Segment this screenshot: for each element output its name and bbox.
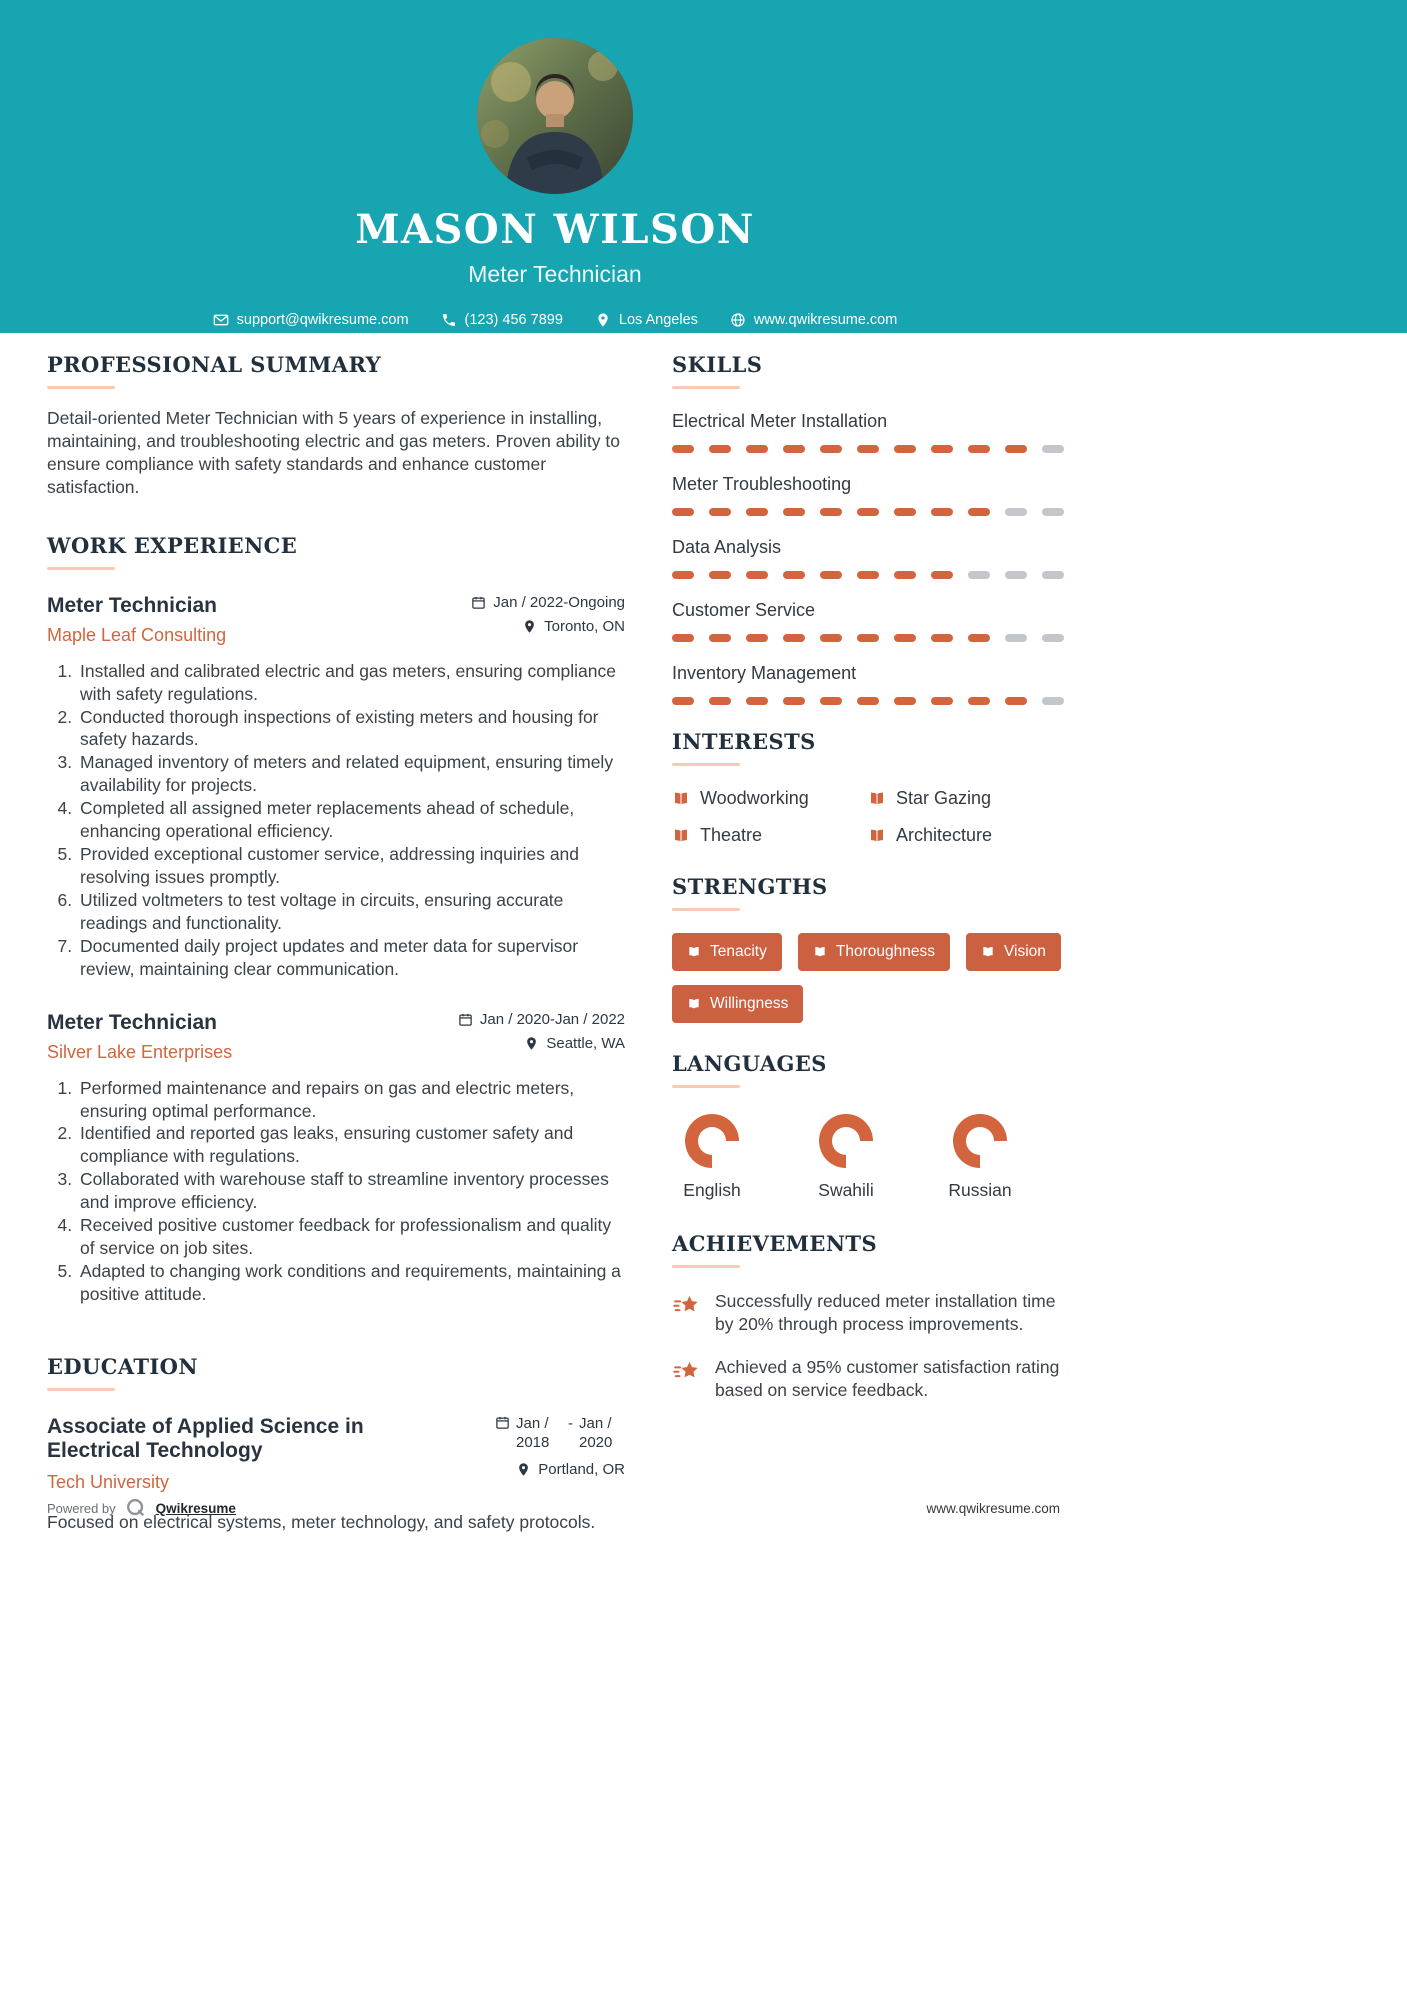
skills-heading: SKILLS [672, 352, 1064, 389]
language-item [940, 1114, 1020, 1201]
skill-name: Customer Service [672, 600, 816, 620]
education-description: Focused on electrical systems, meter technology, and safety protocols. [47, 1511, 596, 1532]
skill-level-segment [857, 508, 879, 516]
school-name: Tech University [47, 1471, 170, 1492]
skill-level-segment [1042, 697, 1064, 705]
skill-level-segment [857, 634, 879, 642]
skill-level-segment [1042, 634, 1064, 642]
skill-level-segment [709, 445, 731, 453]
skill-level-segment [709, 697, 731, 705]
skill-level-segment [746, 508, 768, 516]
contact-website-text: www.qwikresume.com [753, 312, 898, 328]
skill-level-segment [820, 445, 842, 453]
footer-brand-block [47, 1497, 236, 1519]
skill-level-segment [1042, 571, 1064, 579]
skill-item [672, 663, 1064, 705]
job-bullet: 4. Completed all assigned meter replacements ahead of schedule, enhancing operational efficiency. [77, 797, 625, 843]
interests-section [672, 729, 1064, 846]
education-dates-separator: - [568, 1414, 573, 1432]
job-dates [471, 594, 625, 611]
degree-name: Associate of Applied Science in Electrical Technology [47, 1414, 364, 1463]
skill-level-segment [857, 697, 879, 705]
skill-level-segment [672, 445, 694, 453]
job-bullet: 3. Collaborated with warehouse staff to streamline inventory processes and improve efficiency. [77, 1168, 625, 1214]
interest-item [672, 788, 868, 809]
book-icon [981, 945, 995, 959]
skill-level-segment [1005, 445, 1027, 453]
job-entry [47, 594, 625, 981]
book-icon [672, 790, 690, 808]
job-meta-block [471, 594, 625, 642]
job-bullet: 5. Provided exceptional customer service, addressing inquiries and resolving issues promptly. [77, 843, 625, 889]
skill-level-bar [672, 508, 1064, 516]
job-location-text: Toronto, ON [544, 617, 625, 635]
book-icon [687, 997, 701, 1011]
job-company: Maple Leaf Consulting [47, 624, 227, 645]
interest-item [672, 825, 868, 846]
profile-photo [477, 38, 633, 194]
job-header [47, 594, 625, 646]
skill-level-segment [709, 508, 731, 516]
powered-by-label: Powered by [47, 1500, 116, 1516]
skill-level-segment [783, 508, 805, 516]
strength-chip [798, 933, 950, 971]
skill-level-segment [820, 571, 842, 579]
skill-level-segment [894, 571, 916, 579]
star-badge-icon [672, 1358, 702, 1388]
email-icon [213, 312, 229, 328]
pin-icon [524, 1036, 539, 1051]
book-icon [868, 790, 886, 808]
skill-level-segment [672, 634, 694, 642]
skill-level-segment [968, 571, 990, 579]
education-title-block [47, 1415, 447, 1493]
right-column [672, 352, 1064, 1422]
calendar-icon [495, 1415, 510, 1430]
skill-name: Data Analysis [672, 537, 782, 557]
skill-level-bar [672, 571, 1064, 579]
education-dates-start: Jan / 2018 [516, 1414, 550, 1451]
qwikresume-logo-icon [125, 1497, 147, 1519]
strengths-chips [672, 933, 1064, 1023]
skill-level-segment [709, 634, 731, 642]
skill-name: Meter Troubleshooting [672, 474, 852, 494]
achievement-item [672, 1290, 1064, 1336]
skill-level-segment [1042, 508, 1064, 516]
strength-chip [672, 985, 803, 1023]
book-icon [687, 945, 701, 959]
achievement-text: Successfully reduced meter installation time by 20% through process improvements. [715, 1291, 1056, 1334]
job-title-block [47, 594, 226, 646]
strengths-heading: STRENGTHS [672, 874, 1064, 911]
interest-label: Star Gazing [896, 788, 992, 808]
skill-level-segment [968, 697, 990, 705]
star-badge-icon [672, 1292, 702, 1322]
skill-level-segment [672, 697, 694, 705]
language-item [806, 1114, 886, 1201]
summary-heading: PROFESSIONAL SUMMARY [47, 352, 625, 389]
job-bullet: 4. Received positive customer feedback for professionalism and quality of service on job sites. [77, 1214, 625, 1260]
skill-level-segment [1005, 508, 1027, 516]
skill-level-segment [968, 508, 990, 516]
strength-label: Thoroughness [835, 943, 935, 960]
skill-level-segment [894, 445, 916, 453]
skill-level-segment [783, 571, 805, 579]
interests-grid [672, 788, 1064, 846]
skill-level-segment [783, 697, 805, 705]
interest-item [868, 788, 1064, 809]
skill-level-bar [672, 697, 1064, 705]
interest-label: Theatre [700, 825, 763, 845]
skill-level-segment [820, 634, 842, 642]
job-bullet: 1. Installed and calibrated electric and gas meters, ensuring compliance with safety regulations. [77, 660, 625, 706]
achievements-section [672, 1231, 1064, 1402]
work-section [47, 533, 625, 1306]
strength-chip [672, 933, 782, 971]
contact-phone-text: (123) 456 7899 [464, 312, 563, 328]
header-content [0, 0, 1110, 328]
footer [47, 1497, 1060, 1519]
skill-item [672, 474, 1064, 516]
language-level-gauge [953, 1114, 1007, 1168]
strength-label: Willingness [710, 995, 789, 1012]
skill-level-segment [1042, 445, 1064, 453]
skill-item [672, 537, 1064, 579]
calendar-icon [471, 595, 486, 610]
skills-section [672, 352, 1064, 705]
education-meta-block [495, 1415, 625, 1486]
job-location [471, 618, 625, 635]
job-dates-text: Jan / 2022-Ongoing [493, 593, 625, 611]
location-icon [595, 312, 611, 328]
skill-level-segment [1005, 634, 1027, 642]
book-icon [868, 827, 886, 845]
candidate-name: MASON WILSON [355, 206, 755, 253]
contact-row [0, 312, 1110, 328]
job-location-text: Seattle, WA [546, 1034, 625, 1052]
summary-section [47, 352, 625, 499]
language-name: Russian [948, 1180, 1012, 1200]
pin-icon [522, 619, 537, 634]
skill-level-segment [894, 634, 916, 642]
skill-level-segment [783, 445, 805, 453]
job-title-block [47, 1011, 232, 1063]
book-icon [813, 945, 827, 959]
skill-level-segment [931, 508, 953, 516]
language-level-gauge [819, 1114, 873, 1168]
job-title: Meter Technician [47, 1010, 217, 1034]
work-heading: WORK EXPERIENCE [47, 533, 625, 570]
skill-item [672, 411, 1064, 453]
languages-heading: LANGUAGES [672, 1051, 1064, 1088]
job-bullet: 7. Documented daily project updates and meter data for supervisor review, maintaining clear communication. [77, 935, 625, 981]
contact-location-text: Los Angeles [618, 312, 698, 328]
skill-level-segment [783, 634, 805, 642]
job-dates [458, 1011, 625, 1028]
interests-heading: INTERESTS [672, 729, 1064, 766]
skill-level-segment [672, 508, 694, 516]
pin-icon [516, 1462, 531, 1477]
skill-level-segment [857, 445, 879, 453]
education-dates [495, 1415, 625, 1453]
skills-list [672, 411, 1064, 705]
skill-level-segment [931, 445, 953, 453]
skill-level-segment [894, 697, 916, 705]
skill-level-segment [709, 571, 731, 579]
job-title: Meter Technician [47, 593, 217, 617]
profile-photo-image [477, 38, 633, 194]
achievement-item [672, 1356, 1064, 1402]
skill-level-segment [746, 634, 768, 642]
contact-location[interactable] [595, 312, 698, 328]
phone-icon [441, 312, 457, 328]
achievement-text: Achieved a 95% customer satisfaction rating based on service feedback. [715, 1356, 1060, 1400]
interest-label: Architecture [896, 825, 993, 845]
job-header [47, 1011, 625, 1063]
calendar-icon [458, 1012, 473, 1027]
skill-name: Inventory Management [672, 663, 857, 683]
achievements-heading: ACHIEVEMENTS [672, 1231, 1064, 1268]
job-bullet: 6. Utilized voltmeters to test voltage in circuits, ensuring accurate readings and functionality. [77, 889, 625, 935]
job-bullet: 1. Performed maintenance and repairs on gas and electric meters, ensuring optimal performance. [77, 1077, 625, 1123]
left-column [47, 352, 625, 1534]
skill-level-segment [746, 571, 768, 579]
strength-label: Vision [1003, 943, 1046, 960]
job-bullet: 3. Managed inventory of meters and related equipment, ensuring timely availability for projects. [77, 751, 625, 797]
contact-phone[interactable] [441, 312, 563, 328]
skill-level-bar [672, 445, 1064, 453]
globe-icon [730, 312, 746, 328]
language-name: English [683, 1180, 741, 1200]
header-banner [0, 0, 1407, 333]
job-entry [47, 1011, 625, 1306]
education-dates-end: Jan / 2020 [579, 1414, 613, 1451]
education-entry [47, 1415, 625, 1493]
contact-website[interactable] [730, 312, 897, 328]
language-name: Swahili [818, 1180, 874, 1200]
skill-level-segment [931, 697, 953, 705]
contact-email[interactable] [213, 312, 409, 328]
skill-level-segment [1005, 571, 1027, 579]
skill-level-segment [820, 697, 842, 705]
footer-site-url[interactable]: www.qwikresume.com [926, 1500, 1060, 1516]
skill-level-segment [1005, 697, 1027, 705]
summary-text: Detail-oriented Meter Technician with 5 years of experience in installing, maintaining, and troubleshooting electric and gas meters. Proven ability to ensure compliance with safety standards and enhance customer satisfaction. [47, 408, 620, 497]
skill-level-segment [894, 508, 916, 516]
skill-level-segment [672, 571, 694, 579]
job-bullet: 2. Conducted thorough inspections of existing meters and housing for safety hazards. [77, 706, 625, 752]
education-location [495, 1461, 625, 1478]
interest-item [868, 825, 1064, 846]
languages-list [672, 1114, 1064, 1201]
achievements-list [672, 1290, 1064, 1402]
contact-email-text: support@qwikresume.com [236, 312, 409, 328]
skill-level-segment [746, 445, 768, 453]
job-location [458, 1035, 625, 1052]
qwikresume-link[interactable]: Qwikresume [155, 1500, 236, 1516]
language-level-gauge [685, 1114, 739, 1168]
job-meta-block [458, 1011, 625, 1059]
skill-name: Electrical Meter Installation [672, 411, 888, 431]
skill-level-segment [931, 634, 953, 642]
languages-section [672, 1051, 1064, 1201]
job-bullets [47, 660, 625, 981]
strength-label: Tenacity [710, 943, 767, 960]
skill-level-bar [672, 634, 1064, 642]
job-bullet: 5. Adapted to changing work conditions and requirements, maintaining a positive attitude. [77, 1260, 625, 1306]
education-heading: EDUCATION [47, 1354, 625, 1391]
skill-item [672, 600, 1064, 642]
strength-chip [966, 933, 1061, 971]
interest-label: Woodworking [700, 788, 809, 808]
book-icon [672, 827, 690, 845]
job-dates-text: Jan / 2020-Jan / 2022 [479, 1010, 625, 1028]
skill-level-segment [857, 571, 879, 579]
skill-level-segment [820, 508, 842, 516]
strengths-section [672, 874, 1064, 1023]
job-bullet: 2. Identified and reported gas leaks, ensuring customer safety and compliance with regulations. [77, 1122, 625, 1168]
skill-level-segment [746, 697, 768, 705]
skill-level-segment [931, 571, 953, 579]
language-item [672, 1114, 752, 1201]
skill-level-segment [968, 445, 990, 453]
candidate-title: Meter Technician [468, 261, 642, 287]
job-company: Silver Lake Enterprises [47, 1041, 233, 1062]
education-location-text: Portland, OR [538, 1461, 625, 1479]
skill-level-segment [968, 634, 990, 642]
job-bullets [47, 1077, 625, 1306]
